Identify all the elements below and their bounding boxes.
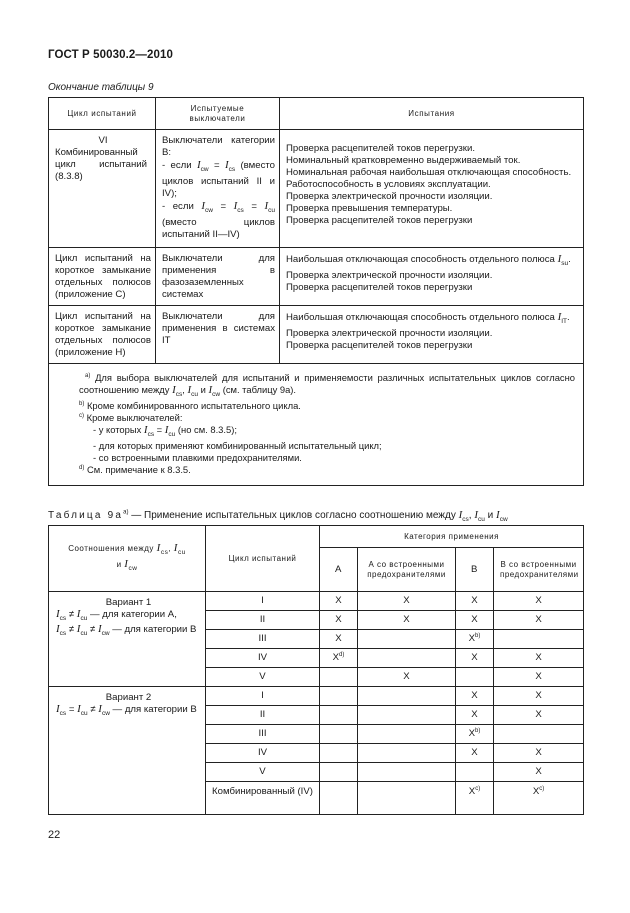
cycle-name: Комбинированный цикл испытаний (8.3.8) <box>55 147 147 182</box>
cycle-cell: Цикл испытаний на короткое замыкание отдельных полюсов (приложение С) <box>49 248 156 306</box>
table-row <box>49 306 584 364</box>
tests-cell <box>280 130 584 248</box>
mark-cell-bf: X <box>494 668 584 687</box>
subheader-b: В <box>456 548 494 592</box>
cycle-cell: Комбинированный (IV) <box>206 782 320 815</box>
mark-cell-af <box>358 763 456 782</box>
cycle-cell <box>49 130 156 248</box>
mark-cell-bf: X <box>494 687 584 706</box>
footnote-c-item: - со встроенными плавкими предохранителями. <box>93 451 302 463</box>
relation-line: $I_{cs} = I_{cu} \ne I_{cw}$ — для категории В <box>56 702 197 717</box>
mark-cell-af <box>358 744 456 763</box>
footnote-mark: a) <box>85 372 91 379</box>
relation-cell <box>49 592 206 687</box>
table-row <box>49 248 584 306</box>
mark-cell-a: $X^{d)}$ <box>320 649 358 668</box>
mark-cell-b: $X^{c)}$ <box>456 782 494 815</box>
tests-line: Проверка электрической прочности изоляции. <box>286 191 493 202</box>
mark-cell-af <box>358 687 456 706</box>
cycle-cell: IV <box>206 744 320 763</box>
table-row <box>49 592 584 611</box>
mark-cell-a: X <box>320 611 358 630</box>
mark-cell-b: X <box>456 687 494 706</box>
mark-cell-af: X <box>358 592 456 611</box>
footnote-b: $^{b)}$ Кроме комбинированного испытательного цикла. <box>79 400 301 412</box>
mark-cell-b: X <box>456 649 494 668</box>
tests-line: Проверка расцепителей токов перегрузки <box>286 215 473 226</box>
mark-cell-a: X <box>320 630 358 649</box>
mark-cell-b: $X^{b)}$ <box>456 630 494 649</box>
mark-cell-b <box>456 763 494 782</box>
mark-cell-bf: $X^{c)}$ <box>494 782 584 815</box>
footnote-mark: d) <box>79 464 85 471</box>
breakers-cell: Выключатели для применения в системах IT <box>156 306 280 364</box>
tests-line: Проверка расцепителей токов перегрузки. <box>286 143 476 154</box>
mark-cell-bf: X <box>494 706 584 725</box>
footnotes-row <box>49 364 584 486</box>
mark-cell-b: X <box>456 611 494 630</box>
cycle-cell: V <box>206 668 320 687</box>
table-row <box>49 687 584 706</box>
cycle-cell: Цикл испытаний на короткое замыкание отдельных полюсов (приложение Н) <box>49 306 156 364</box>
mark-cell-bf: X <box>494 611 584 630</box>
mark-cell-b: X <box>456 592 494 611</box>
mark-cell-bf <box>494 630 584 649</box>
footnote-mark: b) <box>79 401 85 408</box>
cycle-cell: V <box>206 763 320 782</box>
mark-cell-bf: X <box>494 744 584 763</box>
mark-cell-af <box>358 706 456 725</box>
tests-line: Наибольшая отключающая способность отдельного полюса $I_{su}$. <box>286 253 571 268</box>
mark-cell-a <box>320 763 358 782</box>
mark-cell-b: X <box>456 744 494 763</box>
variant-label: Вариант 2 <box>105 692 152 703</box>
page-number: 22 <box>48 829 61 841</box>
table9a-header-row <box>49 526 584 548</box>
footnote-mark: c) <box>79 412 84 419</box>
tests-line: Номинальный кратковременно выдерживаемый ток. <box>286 155 521 166</box>
subheader-a: А <box>320 548 358 592</box>
mark-cell-bf <box>494 725 584 744</box>
mark-cell-a <box>320 725 358 744</box>
mark-cell-a <box>320 744 358 763</box>
tests-line: Наибольшая отключающая способность отдельного полюса $I_{IT}$. <box>286 311 570 326</box>
breakers-cell: Выключатели для применения в фазозаземленных системах <box>156 248 280 306</box>
tests-line: Проверка электрической прочности изоляции. <box>286 328 493 340</box>
mark-cell-b: $X^{b)}$ <box>456 725 494 744</box>
header-cycle: Цикл испытаний <box>49 98 156 130</box>
mark-cell-a <box>320 706 358 725</box>
variant-label: Вариант 1 <box>105 597 152 608</box>
mark-cell-af <box>358 649 456 668</box>
document-header: ГОСТ Р 50030.2—2010 <box>48 49 173 61</box>
cycle-cell: IV <box>206 649 320 668</box>
table9a-label: Таблица 9а <box>48 510 124 521</box>
mark-cell-b <box>456 668 494 687</box>
header-breakers: Испытуемые выключатели <box>156 98 280 130</box>
footnote-c-item: - у которых $I_{cs} = I_{cu}$ (но см. 8.3.5); <box>93 423 237 438</box>
tests-cell <box>280 248 584 306</box>
footnotes <box>49 364 584 486</box>
relation-cell <box>49 687 206 815</box>
tests-line: Проверка расцепителей токов перегрузки <box>286 282 473 294</box>
breakers-cell <box>156 130 280 248</box>
cycle-cell: I <box>206 592 320 611</box>
cycle-cell: II <box>206 611 320 630</box>
subheader-a-fuses: А со встроенными предохранителями <box>358 548 456 592</box>
footnote-c-item: - для которых применяют комбинированный испытательный цикл; <box>93 440 382 452</box>
mark-cell-af <box>358 630 456 649</box>
tests-line: Номинальная рабочая наибольшая отключающая способность. <box>286 167 572 178</box>
cycle-cell: II <box>206 706 320 725</box>
mark-cell-a <box>320 668 358 687</box>
mark-cell-af: X <box>358 611 456 630</box>
table9a-title: — Применение испытательных циклов согласно соотношению между $I_{cs}$, $I_{cu}$ и $I_{cw}$ <box>131 509 508 524</box>
mark-cell-bf: X <box>494 592 584 611</box>
mark-cell-b: X <box>456 706 494 725</box>
mark-cell-af: X <box>358 668 456 687</box>
cycle-cell: III <box>206 725 320 744</box>
tests-line: Проверка электрической прочности изоляции. <box>286 270 493 282</box>
breakers-line: - если $I_{cw} = I_{cs}$ (вместо циклов испытаний II и IV); <box>162 159 275 200</box>
mark-cell-a: X <box>320 592 358 611</box>
header-tests: Испытания <box>280 98 584 130</box>
tests-line: Проверка превышения температуры. <box>286 203 453 214</box>
header-cycle: Цикл испытаний <box>206 526 320 592</box>
tests-line: Работоспособность в условиях эксплуатации. <box>286 179 491 190</box>
header-relation: Соотношения между $I_{cs}$, $I_{cu}$ и $I_{cw}$ <box>49 526 206 592</box>
mark-cell-af <box>358 782 456 815</box>
variant-group-2 <box>49 687 584 815</box>
relation-line: $I_{cs} \ne I_{cu} \ne I_{cw}$ — для категории В <box>56 623 197 638</box>
mark-cell-bf: X <box>494 763 584 782</box>
subheader-b-fuses: В со встроенными предохранителями <box>494 548 584 592</box>
table9-caption: Окончание таблицы 9 <box>48 82 154 93</box>
cycle-number: VI <box>98 135 108 146</box>
cycle-cell: I <box>206 687 320 706</box>
footnote-a: $^{a)}$ Для выбора выключателей для испытаний и применяемости различных испытательных циклов согласно соотношению между $I_{cs}$, $I_{cu}$ и $I_{cw}$ (см. таблицу 9а). <box>79 372 575 398</box>
footnote-d: $^{d)}$ См. примечание к 8.3.5. <box>79 463 191 475</box>
mark-cell-a <box>320 782 358 815</box>
mark-cell-bf: X <box>494 649 584 668</box>
variant-group-1 <box>49 592 584 687</box>
table-9a <box>48 525 584 815</box>
breakers-line: Выключатели категории B: <box>162 135 275 158</box>
breakers-line: - если $I_{cw} = I_{cs} = I_{cu}$ (вместо циклов испытаний II—IV) <box>162 200 275 241</box>
table-9 <box>48 97 584 486</box>
footnote-c: $^{c)}$ Кроме выключателей: <box>79 411 183 423</box>
tests-cell <box>280 306 584 364</box>
table9-header-row <box>49 98 584 130</box>
header-category: Категория применения <box>320 526 584 548</box>
mark-cell-af <box>358 725 456 744</box>
cycle-cell: III <box>206 630 320 649</box>
mark-cell-a <box>320 687 358 706</box>
table9a-caption: Таблица $9а^{а)}$ — Применение испытательных циклов согласно соотношению между $I_{cs}$, $I_{cu}$ и $I_{cw}$ <box>48 509 508 524</box>
table-row <box>49 130 584 248</box>
tests-line: Проверка расцепителей токов перегрузки <box>286 340 473 352</box>
relation-line: $I_{cs} \ne I_{cu}$ — для категории А, <box>56 607 177 622</box>
